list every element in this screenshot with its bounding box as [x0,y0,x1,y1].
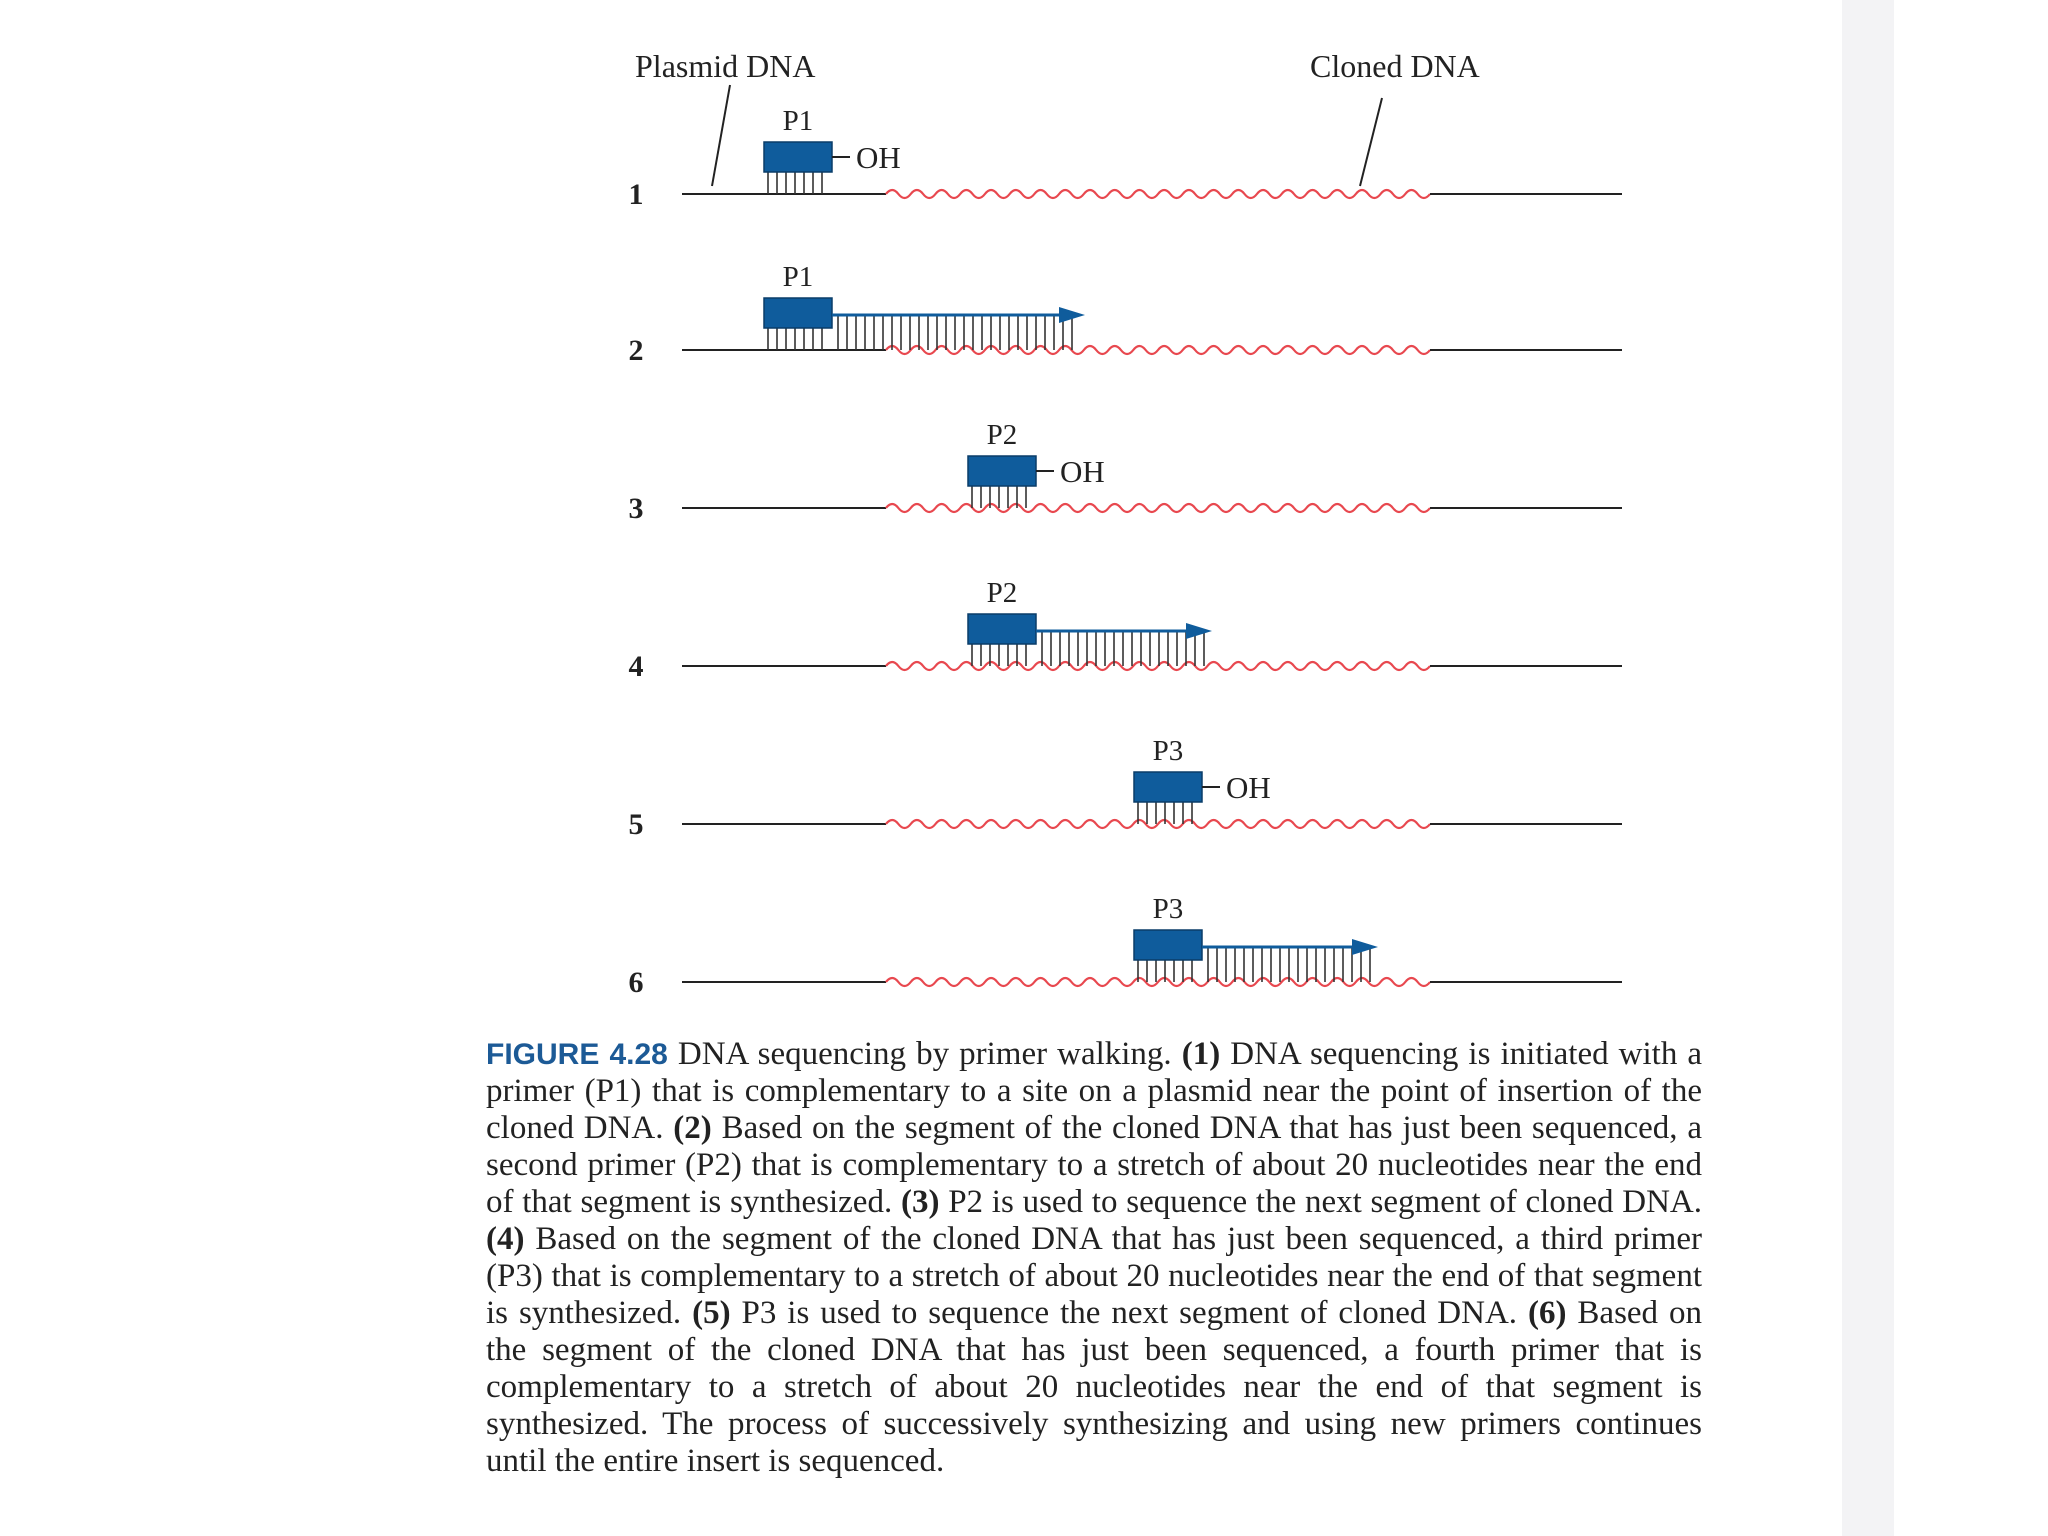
hydroxyl-label: OH [1226,770,1271,805]
step-1-group [629,105,1623,211]
primer-label: P2 [986,577,1018,609]
extension-arrowhead [1352,939,1378,955]
step-2-group [629,261,1623,367]
primer-block-p3 [1134,772,1202,802]
primer-block-p2 [968,614,1036,644]
step-5-group [629,735,1623,841]
primer-label: P1 [782,105,814,137]
primer-label: P3 [1152,893,1184,925]
caption-step-marker: (4) [486,1221,525,1257]
steps-layer [629,105,1623,999]
plasmid-dna-label: Plasmid DNA [635,48,816,84]
primer-label: P3 [1152,735,1184,767]
caption-step-marker: (1) [1181,1036,1221,1072]
scrollbar-track[interactable] [1842,0,1894,1536]
caption-text: DNA sequencing is initiated with a primer (P1) that is complementary to a site on a plasmid near the point of insertion of the cloned DNA. [486,1036,1703,1146]
caption-text: Based on the segment of the cloned DNA that has just been sequenced, a fourth primer that is complementary to a stretch of about 20 nucleotides near the end of that segment is synthesized. The process of successively synthesizing and using new primers continues until the entire insert is sequenced. [486,1295,1702,1479]
cloned-pointer-line [1360,98,1382,186]
primer-block-p3 [1134,930,1202,960]
step-number-4: 4 [628,650,644,683]
primer-label: P1 [782,261,814,293]
caption-step-marker: (3) [900,1184,940,1220]
step-number-2: 2 [628,334,644,367]
caption-text: DNA sequencing by primer walking. [677,1036,1182,1072]
primer-block-p1 [764,298,832,328]
caption-text: P2 is used to sequence the next segment of cloned DNA. [939,1184,1702,1220]
caption-step-marker: (2) [673,1110,712,1146]
hydroxyl-label: OH [1060,454,1105,489]
step-number-1: 1 [628,178,644,211]
step-number-3: 3 [628,492,644,525]
step-6-group [629,893,1623,999]
primer-label: P2 [986,419,1018,451]
caption-body [486,1036,1702,1479]
cloned-dna-strand [886,978,1430,986]
caption-text: Based on the segment of the cloned DNA that has just been sequenced, a second primer (P2) that is complementary to a stretch of about 20 nucleotides near the end of that segment is synthesized. [486,1110,1702,1220]
extension-arrowhead [1186,623,1212,639]
plasmid-pointer-line [712,85,730,186]
step-number-5: 5 [628,808,644,841]
step-3-group [629,419,1623,525]
caption-text: P3 is used to sequence the next segment of cloned DNA. [730,1295,1528,1331]
caption-step-marker: (5) [692,1295,731,1331]
caption-step-marker: (6) [1528,1295,1567,1331]
cloned-dna-strand [886,346,1430,354]
cloned-dna-strand [886,820,1430,828]
cloned-dna-label: Cloned DNA [1310,48,1480,84]
step-number-6: 6 [628,966,644,999]
cloned-dna-strand [886,190,1430,198]
primer-block-p1 [764,142,832,172]
hydroxyl-label: OH [856,140,901,175]
figure-caption [486,1036,1702,1480]
primer-block-p2 [968,456,1036,486]
figure-number: FIGURE 4.28 [486,1038,668,1071]
caption-text: Based on the segment of the cloned DNA that has just been sequenced, a third primer (P3) that is complementary to a stretch of about 20 nucleotides near the end of that segment is synthesized. [486,1221,1702,1331]
step-4-group [629,577,1623,683]
cloned-dna-strand [886,662,1430,670]
cloned-dna-strand [886,504,1430,512]
